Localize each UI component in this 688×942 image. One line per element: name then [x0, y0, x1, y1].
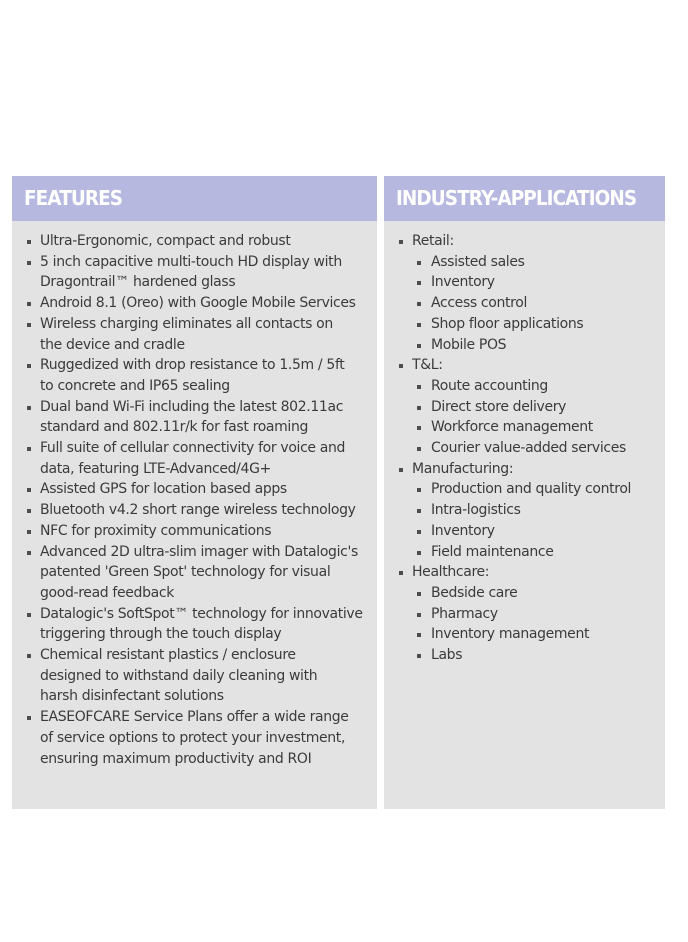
feature-text: EASEOFCARE Service Plans offer a wide range — [40, 709, 349, 726]
feature-text: the device and cradle — [40, 336, 185, 353]
industry-group-label: Healthcare: — [412, 564, 490, 581]
bullet-icon — [27, 302, 31, 306]
feature-text: Ruggedized with drop resistance to 1.5m / 5ft — [40, 357, 345, 374]
bullet-icon — [27, 551, 31, 555]
industry-sub-item-label: Bedside care — [431, 584, 518, 601]
bullet-icon — [27, 654, 31, 658]
industry-sub-item — [413, 314, 665, 335]
industry-group — [396, 459, 665, 563]
industry-sub-item-label: Field maintenance — [431, 543, 554, 560]
bullet-icon — [417, 385, 421, 389]
feature-item — [24, 479, 377, 500]
bullet-icon — [417, 261, 421, 265]
feature-text: triggering through the touch display — [40, 626, 282, 643]
industry-sub-item-label: Inventory management — [431, 626, 590, 643]
industry-applications-title: INDUSTRY-APPLICATIONS — [396, 186, 637, 210]
feature-item — [24, 231, 377, 252]
industry-sub-item — [413, 376, 665, 397]
bullet-icon — [399, 364, 403, 368]
industry-sub-item — [413, 335, 665, 356]
feature-item — [24, 314, 377, 355]
feature-item — [24, 604, 377, 645]
feature-text: data, featuring LTE-Advanced/4G+ — [40, 460, 271, 477]
bullet-icon — [417, 323, 421, 327]
industry-sub-item-label: Mobile POS — [431, 336, 507, 353]
feature-text: harsh disinfectant solutions — [40, 688, 224, 705]
feature-text: Wireless charging eliminates all contacts on — [40, 315, 333, 332]
industry-sub-item — [413, 479, 665, 500]
industry-sub-item-label: Route accounting — [431, 377, 548, 394]
bullet-icon — [417, 447, 421, 451]
industry-sub-list — [412, 252, 665, 356]
bullet-icon — [27, 323, 31, 327]
feature-text: NFC for proximity communications — [40, 522, 272, 539]
feature-text: Full suite of cellular connectivity for voice and — [40, 440, 346, 457]
industry-sub-list — [412, 583, 665, 666]
bullet-icon — [417, 633, 421, 637]
feature-text: 5 inch capacitive multi-touch HD display with — [40, 253, 342, 270]
feature-text: Advanced 2D ultra-slim imager with Datalogic's — [40, 543, 358, 560]
bullet-icon — [417, 530, 421, 534]
industry-sub-item-label: Pharmacy — [431, 605, 498, 622]
feature-item — [24, 355, 377, 396]
industry-sub-list — [412, 376, 665, 459]
feature-item — [24, 645, 377, 707]
bullet-icon — [27, 447, 31, 451]
feature-item — [24, 438, 377, 479]
feature-text: Assisted GPS for location based apps — [40, 481, 287, 498]
bullet-icon — [27, 488, 31, 492]
bullet-icon — [27, 406, 31, 410]
feature-text: to concrete and IP65 sealing — [40, 377, 230, 394]
industry-sub-item-label: Workforce management — [431, 419, 593, 436]
industry-sub-item — [413, 500, 665, 521]
industry-sub-item — [413, 645, 665, 666]
industry-group — [396, 355, 665, 459]
bullet-icon — [27, 364, 31, 368]
feature-text: Dual band Wi-Fi including the latest 802.11ac — [40, 398, 344, 415]
feature-item — [24, 397, 377, 438]
feature-text: Datalogic's SoftSpot™ technology for innovative — [40, 605, 363, 622]
bullet-icon — [417, 426, 421, 430]
industry-applications-header — [384, 176, 665, 221]
feature-text: Bluetooth v4.2 short range wireless technology — [40, 502, 356, 519]
industry-sub-item — [413, 604, 665, 625]
industry-sub-item — [413, 272, 665, 293]
feature-text: Dragontrail™ hardened glass — [40, 274, 236, 291]
feature-text: of service options to protect your investment, — [40, 729, 346, 746]
feature-item — [24, 293, 377, 314]
industry-sub-item-label: Inventory — [431, 522, 495, 539]
bullet-icon — [417, 488, 421, 492]
features-header — [12, 176, 377, 221]
industry-group-label: Retail: — [412, 233, 454, 249]
features-title: FEATURES — [24, 186, 123, 210]
feature-text: Chemical resistant plastics / enclosure — [40, 647, 296, 664]
feature-item — [24, 521, 377, 542]
feature-text: Ultra-Ergonomic, compact and robust — [40, 233, 291, 249]
bullet-icon — [417, 406, 421, 410]
industry-sub-item — [413, 293, 665, 314]
feature-text: good-read feedback — [40, 584, 174, 601]
feature-text: standard and 802.11r/k for fast roaming — [40, 419, 309, 436]
feature-item — [24, 252, 377, 293]
bullet-icon — [27, 530, 31, 534]
industry-sub-item — [413, 542, 665, 563]
bullet-icon — [417, 281, 421, 285]
bullet-icon — [417, 344, 421, 348]
bullet-icon — [417, 551, 421, 555]
industry-sub-item-label: Inventory — [431, 274, 495, 291]
industry-sub-item — [413, 417, 665, 438]
feature-item — [24, 707, 377, 769]
bullet-icon — [417, 592, 421, 596]
feature-item — [24, 500, 377, 521]
bullet-icon — [27, 261, 31, 265]
feature-text: patented 'Green Spot' technology for visual — [40, 564, 331, 581]
bullet-icon — [27, 613, 31, 617]
industry-applications-list — [384, 231, 665, 666]
industry-sub-item-label: Direct store delivery — [431, 398, 567, 415]
industry-sub-item-label: Shop floor applications — [431, 315, 584, 332]
industry-sub-list — [412, 479, 665, 562]
feature-text: designed to withstand daily cleaning with — [40, 667, 318, 684]
industry-sub-item-label: Labs — [431, 647, 463, 664]
industry-group — [396, 231, 665, 355]
bullet-icon — [27, 240, 31, 244]
industry-group — [396, 562, 665, 666]
industry-sub-item — [413, 438, 665, 459]
bullet-icon — [417, 654, 421, 658]
bullet-icon — [399, 571, 403, 575]
industry-group-label: T&L: — [412, 357, 443, 374]
industry-sub-item-label: Courier value-added services — [431, 440, 626, 457]
feature-text: Android 8.1 (Oreo) with Google Mobile Services — [40, 295, 356, 312]
bullet-icon — [27, 716, 31, 720]
industry-sub-item — [413, 397, 665, 418]
feature-item — [24, 542, 377, 604]
industry-sub-item-label: Intra-logistics — [431, 502, 521, 519]
bullet-icon — [417, 613, 421, 617]
industry-sub-item-label: Access control — [431, 295, 528, 312]
features-list — [12, 231, 377, 769]
bullet-icon — [27, 509, 31, 513]
industry-sub-item — [413, 521, 665, 542]
industry-sub-item — [413, 252, 665, 273]
industry-sub-item — [413, 624, 665, 645]
industry-group-label: Manufacturing: — [412, 460, 514, 477]
industry-sub-item-label: Assisted sales — [431, 253, 525, 270]
industry-sub-item — [413, 583, 665, 604]
industry-applications-panel — [384, 176, 665, 809]
industry-sub-item-label: Production and quality control — [431, 481, 632, 498]
bullet-icon — [417, 509, 421, 513]
bullet-icon — [417, 302, 421, 306]
bullet-icon — [399, 240, 403, 244]
feature-text: ensuring maximum productivity and ROI — [40, 750, 312, 767]
features-panel — [12, 176, 377, 809]
bullet-icon — [399, 468, 403, 472]
